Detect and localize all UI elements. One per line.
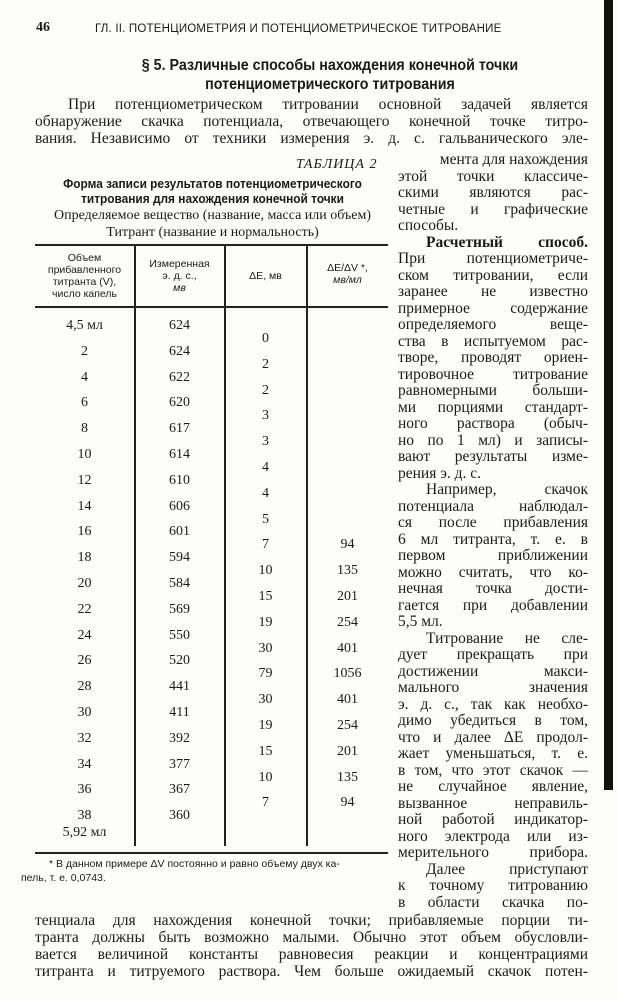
text-line: вания. Независимо от техники измерения э. д. с. гальванического эле- bbox=[35, 130, 588, 147]
header-text: число капель bbox=[51, 288, 118, 300]
delta-e-cell: 30 bbox=[258, 640, 273, 656]
delta-e-dv-cell: 254 bbox=[337, 614, 358, 630]
volume-cell: 18 bbox=[77, 550, 92, 566]
header-emf bbox=[135, 258, 224, 294]
emf-cell: 569 bbox=[169, 601, 190, 617]
emf-cell: 360 bbox=[169, 808, 190, 824]
text-line: в том, что этот скачок — bbox=[398, 761, 588, 779]
delta-e-cell: 2 bbox=[262, 382, 269, 398]
volume-cell: 4,5 мл bbox=[66, 318, 103, 333]
delta-e-dv-cell: 94 bbox=[340, 537, 355, 553]
text-line: димо убедиться в том, bbox=[398, 712, 588, 729]
text-line: вызванное неправиль- bbox=[398, 794, 588, 812]
volume-cell: 4 bbox=[81, 369, 88, 385]
header-delta-e-dv bbox=[307, 262, 388, 286]
text-line: способы. bbox=[398, 217, 459, 234]
footnote-line: * В данном примере ΔV постоянно и равно объему двух ка- bbox=[49, 858, 340, 870]
volume-cell: 8 bbox=[81, 421, 88, 437]
text-line: э. д. с., так как необхо- bbox=[398, 695, 588, 713]
footnote bbox=[21, 857, 390, 885]
delta-e-cell: 0 bbox=[262, 331, 269, 346]
table-header-rule bbox=[35, 306, 388, 308]
text-line: титранта и титруемого раствора. Чем больше ожидаемый скачок потен- bbox=[35, 963, 588, 980]
text-line: ском титровании, если bbox=[398, 266, 588, 284]
header-text: мв/мл bbox=[333, 274, 362, 286]
emf-cell: 622 bbox=[169, 369, 190, 385]
delta-e-cell: 15 bbox=[258, 589, 273, 604]
text-line: ного электрода или из- bbox=[398, 827, 588, 845]
emf-cell: 624 bbox=[169, 318, 190, 333]
delta-e-cell: 4 bbox=[262, 460, 269, 475]
emf-cell: 620 bbox=[169, 395, 190, 411]
emf-cell: 614 bbox=[169, 447, 190, 462]
volume-cell: 32 bbox=[77, 730, 92, 746]
header-text: Объем bbox=[67, 252, 102, 264]
volume-cell: 12 bbox=[77, 472, 92, 488]
text-line: первом приближении bbox=[398, 547, 588, 564]
delta-e-dv-cell: 135 bbox=[337, 769, 358, 785]
volume-cell: 6 bbox=[81, 395, 88, 411]
volume-cell: 16 bbox=[77, 524, 92, 540]
text-line: в области скачка по- bbox=[398, 893, 588, 911]
delta-e-cell: 2 bbox=[262, 356, 269, 372]
scan-edge-shadow bbox=[604, 0, 613, 790]
text-line: ного раствора (обыч- bbox=[398, 415, 588, 432]
volume-cell: 14 bbox=[77, 498, 92, 514]
emf-cell: 584 bbox=[169, 576, 190, 591]
text-line: определяемого веще- bbox=[398, 316, 588, 333]
volume-cell: 10 bbox=[77, 447, 92, 462]
emf-cell: 520 bbox=[169, 653, 190, 669]
delta-e-dv-cell: 254 bbox=[337, 718, 358, 733]
volume-cell: 5,92 мл bbox=[62, 825, 107, 841]
text-line: рения э. д. с. bbox=[398, 464, 482, 482]
header-text: ΔE/ΔV *, bbox=[327, 262, 368, 274]
header-text: мв bbox=[173, 282, 186, 294]
delta-e-dv-cell: 1056 bbox=[333, 666, 362, 682]
header-text: титранта (V), bbox=[52, 276, 117, 288]
text-line: жает уменьшаться, т. е. bbox=[398, 745, 588, 762]
delta-e-dv-cell: 401 bbox=[337, 692, 358, 708]
text-line: что и далее ΔE продол- bbox=[398, 728, 588, 746]
delta-e-cell: 7 bbox=[262, 795, 269, 811]
volume-cell: 36 bbox=[77, 782, 92, 798]
header-text: прибавленного bbox=[47, 264, 122, 276]
emf-cell: 367 bbox=[169, 782, 190, 798]
text-line: к точному титрованию bbox=[398, 877, 588, 894]
table-label: ТАБЛИЦА 2 bbox=[296, 157, 378, 172]
text-line: этой точки классиче- bbox=[398, 167, 588, 185]
text-line: Расчетный способ. bbox=[426, 233, 588, 251]
text-line: мерительного прибора. bbox=[398, 844, 588, 861]
text-line: 6 мл титранта, т. е. в bbox=[398, 530, 588, 548]
volume-cell: 28 bbox=[77, 679, 92, 695]
text-line: достижении макси- bbox=[398, 662, 588, 680]
text-line: вается величиной константы равновесия реакции и концентрациями bbox=[35, 946, 588, 963]
delta-e-cell: 79 bbox=[258, 666, 273, 682]
table-titrant-line: Титрант (название и нормальность) bbox=[106, 225, 319, 240]
volume-cell: 26 bbox=[77, 653, 92, 669]
text-line: мента для нахождения bbox=[439, 151, 588, 168]
emf-cell: 550 bbox=[169, 627, 190, 643]
delta-e-cell: 5 bbox=[262, 511, 269, 527]
delta-e-cell: 10 bbox=[258, 769, 273, 785]
text-line: творе, проводят ориен- bbox=[398, 349, 588, 366]
table-caption-line-2: титрования для нахождения конечной точки bbox=[81, 192, 344, 206]
delta-e-dv-cell: 201 bbox=[337, 589, 358, 604]
footnote-line: пель, т. е. 0,0743. bbox=[21, 872, 106, 884]
section-title-line-2: потенциометрического титрования bbox=[205, 76, 455, 93]
header-delta-e bbox=[225, 270, 306, 282]
text-line: ми порциями стандарт- bbox=[398, 398, 588, 416]
text-line: 5,5 мл. bbox=[398, 613, 443, 630]
footnote-rule bbox=[35, 852, 388, 854]
delta-e-cell: 19 bbox=[258, 718, 273, 733]
text-line: гается при добавлении bbox=[398, 596, 588, 614]
text-line: четные и графические bbox=[398, 200, 588, 218]
emf-cell: 601 bbox=[169, 524, 190, 540]
delta-e-cell: 3 bbox=[262, 434, 269, 450]
text-line: заранее не известно bbox=[398, 283, 588, 300]
emf-cell: 606 bbox=[169, 498, 190, 514]
emf-cell: 594 bbox=[169, 550, 190, 566]
volume-cell: 22 bbox=[77, 601, 92, 617]
text-line: обнаружение скачка потенциала, отвечающего конечной точке титро- bbox=[35, 113, 588, 130]
page-number: 46 bbox=[36, 20, 50, 35]
volume-cell: 38 bbox=[77, 808, 92, 824]
section-title-line-1: § 5. Различные способы нахождения конечной точки bbox=[141, 57, 519, 74]
text-line: При потенциометриче- bbox=[398, 250, 588, 267]
delta-e-cell: 15 bbox=[258, 743, 273, 759]
text-line: можно считать, что ко- bbox=[398, 563, 588, 581]
text-line: При потенциометрическом титровании основной задачей является bbox=[68, 96, 588, 113]
emf-cell: 610 bbox=[169, 472, 190, 488]
volume-cell: 24 bbox=[77, 627, 92, 643]
text-line: примерное содержание bbox=[398, 299, 588, 317]
delta-e-dv-cell: 401 bbox=[337, 640, 358, 656]
text-line: мального значения bbox=[398, 679, 588, 696]
delta-e-cell: 19 bbox=[258, 614, 273, 630]
text-line: ся после прибавления bbox=[398, 514, 588, 531]
text-line: равномерными больши- bbox=[398, 382, 588, 399]
table-substance-line: Определяемое вещество (название, масса или объем) bbox=[53, 208, 372, 223]
delta-e-cell: 10 bbox=[258, 563, 273, 579]
volume-cell: 2 bbox=[81, 343, 88, 359]
text-line: не случайное явление, bbox=[398, 778, 588, 795]
delta-e-dv-cell: 94 bbox=[340, 795, 355, 811]
running-title: ГЛ. II. ПОТЕНЦИОМЕТРИЯ И ПОТЕНЦИОМЕТРИЧЕСКОЕ ТИТРОВАНИЕ bbox=[95, 23, 502, 35]
emf-cell: 392 bbox=[169, 730, 190, 746]
table-caption-line-1: Форма записи результатов потенциометрического bbox=[63, 177, 362, 191]
volume-cell: 20 bbox=[77, 576, 92, 591]
delta-e-cell: 3 bbox=[262, 408, 269, 424]
text-line: потенциала наблюдал- bbox=[398, 497, 588, 515]
emf-cell: 441 bbox=[169, 679, 190, 695]
header-volume bbox=[35, 252, 134, 300]
emf-cell: 411 bbox=[169, 705, 190, 720]
header-text: Измеренная bbox=[149, 258, 210, 270]
text-line: Например, скачок bbox=[426, 481, 588, 498]
emf-cell: 624 bbox=[169, 343, 190, 359]
table-top-rule bbox=[35, 244, 388, 246]
volume-cell: 30 bbox=[77, 705, 92, 720]
header-text: э. д. с., bbox=[162, 270, 197, 282]
delta-e-cell: 4 bbox=[262, 485, 269, 501]
text-line: нечная точка дости- bbox=[398, 580, 588, 597]
delta-e-cell: 30 bbox=[258, 692, 273, 708]
text-line: тенциала для нахождения конечной точки; прибавляемые порции ти- bbox=[35, 912, 588, 929]
text-line: Далее приступают bbox=[426, 860, 588, 878]
emf-cell: 377 bbox=[169, 756, 190, 772]
delta-e-cell: 7 bbox=[262, 537, 269, 553]
text-line: вают результаты изме- bbox=[398, 448, 588, 465]
text-line: дует прекращать при bbox=[398, 646, 588, 663]
text-line: ной работой индикатор- bbox=[398, 811, 588, 828]
volume-cell: 34 bbox=[77, 756, 92, 772]
delta-e-dv-cell: 201 bbox=[337, 743, 358, 759]
text-line: транта должны быть возможно малыми. Обычно этот объем обусловли- bbox=[35, 929, 588, 946]
delta-e-dv-cell: 135 bbox=[337, 563, 358, 579]
text-line: тировочное титрование bbox=[398, 365, 588, 383]
text-line: но по 1 мл) и записы- bbox=[398, 431, 588, 449]
text-line: скими являются рас- bbox=[398, 184, 588, 201]
text-line: Титрование не сле- bbox=[426, 629, 588, 647]
header-text: ΔE, мв bbox=[249, 270, 282, 282]
text-line: ства в испытуемом рас- bbox=[398, 332, 588, 350]
emf-cell: 617 bbox=[169, 421, 190, 437]
